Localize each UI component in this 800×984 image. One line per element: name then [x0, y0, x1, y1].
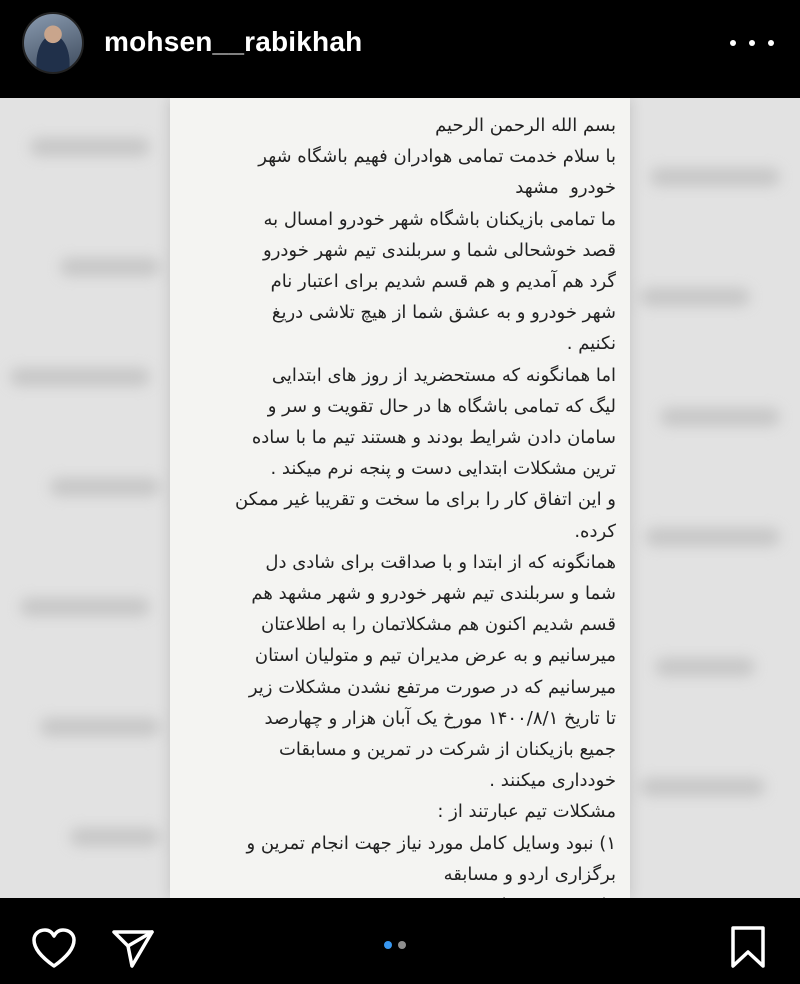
letter-line: با سلام خدمت تمامی هوادران فهیم باشگاه شهر — [258, 146, 616, 168]
letter-line: شهر خودرو و به عشق شما از هیچ تلاشی دریغ — [271, 302, 616, 324]
letter-line: و این اتفاق کار را برای ما سخت و تقریبا غیر ممکن — [234, 489, 616, 511]
username[interactable]: mohsen__rabikhah — [104, 26, 363, 57]
carousel-dot-active — [384, 941, 392, 949]
avatar[interactable] — [22, 12, 84, 74]
letter-line: قصد خوشحالی شما و سربلندی تیم شهر خودرو — [263, 239, 616, 261]
letter-line: جمیع بازیکنان از شرکت در تمرین و مسابقات — [278, 739, 616, 761]
heart-icon[interactable] — [30, 926, 78, 970]
letter-line: ۱) نبود وسایل کامل مورد نیاز جهت انجام تمرین و — [246, 832, 616, 854]
letter-line: تا تاریخ ۱۴۰۰/۸/۱ مورخ یک آبان هزار و چهارصد — [264, 707, 616, 729]
letter-line: گرد هم آمدیم و هم قسم شدیم برای اعتبار نام — [270, 271, 616, 293]
letter-line: میرسانیم و به عرض مدیران تیم و متولیان استان — [254, 645, 616, 667]
bookmark-icon[interactable] — [726, 924, 770, 970]
letter-line: لیگ که تمامی باشگاه ها در حال تقویت و سر و — [267, 395, 616, 417]
letter-line: کرده. — [574, 520, 616, 542]
letter-line: همانگونه که از ابتدا و با صداقت برای شادی دل — [265, 551, 616, 573]
letter-line: نکنیم . — [566, 333, 616, 355]
letter-line: بسم الله الرحمن الرحيم — [435, 115, 616, 136]
letter-line: مشکلات تیم عبارتند از : — [437, 801, 616, 823]
letter-line: اما همانگونه که مستحضرید از روز های ابتدایی — [271, 364, 616, 386]
carousel-indicator — [384, 941, 406, 949]
letter-line: برگزاری اردو و مسابقه — [443, 863, 616, 885]
letter-line: میرسانیم که در صورت مرتفع نشدن مشکلات زیر — [248, 676, 616, 698]
letter-line: شما و سربلندی تیم شهر خودرو و شهر مشهد هم — [251, 583, 616, 605]
blurred-background-left — [0, 98, 170, 898]
post-header — [0, 0, 800, 98]
blurred-background-right — [630, 98, 800, 898]
post-image[interactable] — [0, 98, 800, 898]
send-icon[interactable] — [110, 926, 156, 970]
letter-line: ترین مشکلات ابتدایی دست و پنجه نرم میکند . — [270, 458, 616, 480]
letter-line: خودداری میکنند . — [489, 770, 616, 792]
letter-line: خودرو مشهد — [515, 177, 616, 199]
letter-text — [196, 110, 616, 921]
letter-line: ما تمامی بازیکنان باشگاه شهر خودرو امسال به — [263, 208, 616, 230]
letter-line: قسم شدیم اکنون هم مشکلاتمان را به اطلاعتان — [261, 614, 616, 636]
carousel-dot — [398, 941, 406, 949]
letter-line: سامان دادن شرایط بودند و هستند تیم ما با ساده — [251, 427, 616, 449]
more-dots-icon[interactable] — [730, 30, 774, 56]
